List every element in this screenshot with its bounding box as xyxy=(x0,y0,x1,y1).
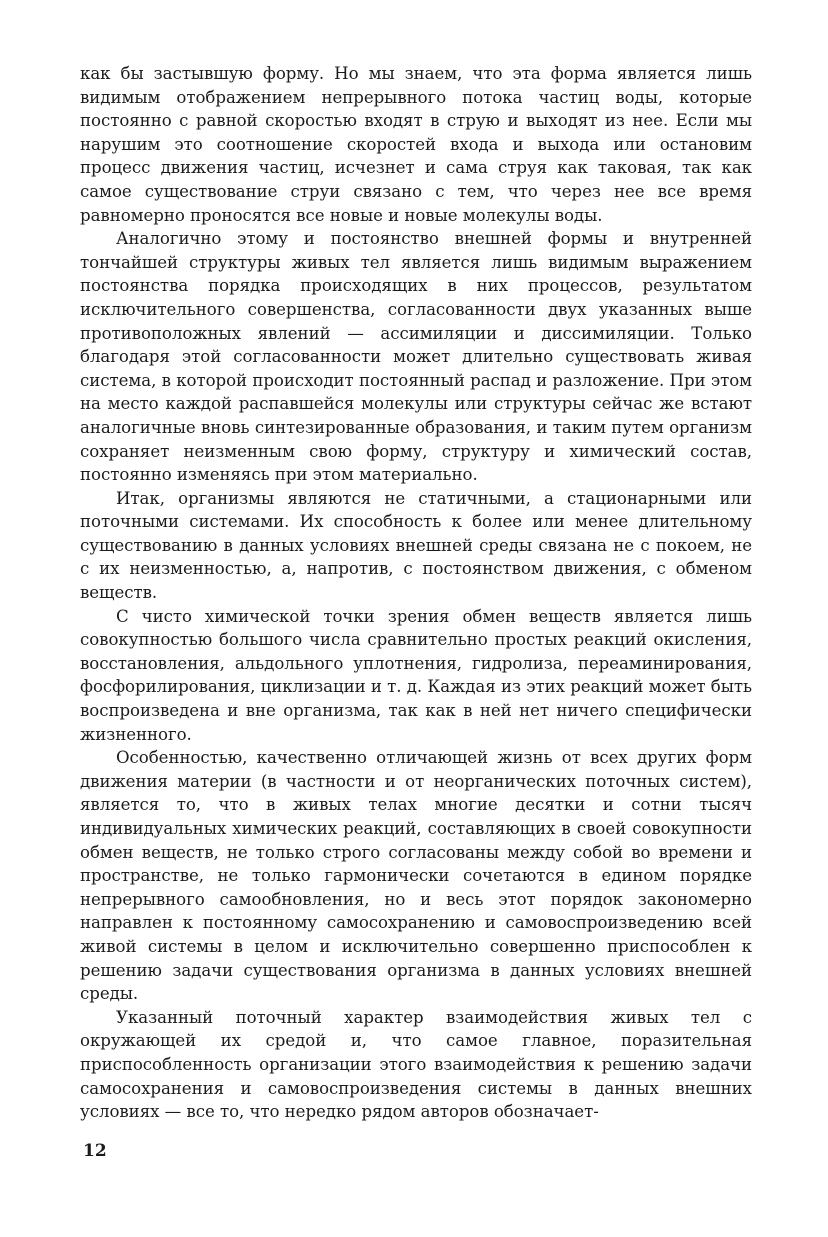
page-number: 12 xyxy=(83,1141,107,1161)
paragraph-2: Аналогично этому и постоянство внешней формы и внутренней тончайшей структуры живых тел является лишь видимым выражением постоянства порядка происходящих в них процессов, результатом исключительного совершенства, согласованности двух указанных выше противоположных явлений — ассимиляции и диссимиляции. Только благодаря этой согласованности может длительно существовать живая система, в которой происходит постоянный распад и разложение. При этом на место каждой распавшейся молекулы или структуры сейчас же встают аналогичные вновь синтезированные образования, и таким путем организм сохраняет неизменным свою форму, структуру и химический состав, постоянно изменяясь при этом материально. xyxy=(80,229,752,485)
paragraph-1: как бы застывшую форму. Но мы знаем, что эта форма является лишь видимым отображением непрерывного потока частиц воды, которые постоянно с равной скоростью входят в струю и выходят из нее. Если мы нарушим это соотношение скоростей входа и выхода или остановим процесс движения частиц, исчезнет и сама струя как таковая, так как самое существование струи связано с тем, что через нее все время равномерно проносятся все новые и новые молекулы воды. xyxy=(80,64,752,225)
paragraph-6: Указанный поточный характер взаимодействия живых тел с окружающей их средой и, что самое главное, поразительная приспособленность организации этого взаимодействия к решению задачи самосохранения и самовоспроизведения системы в данных внешних условиях — все то, что нередко рядом авторов обозначает- xyxy=(80,1007,752,1122)
paragraph-4: С чисто химической точки зрения обмен веществ является лишь совокупностью большого числа сравнительно простых реакций окисления, восстановления, альдольного уплотнения, гидролиза, переаминирования, фосфорилирования, циклизации и т. д. Каждая из этих реакций может быть воспроизведена и вне организма, так как в ней нет ничего специфически жизненного. xyxy=(80,606,752,744)
paragraph-5: Особенностью, качественно отличающей жизнь от всех других форм движения материи (в частности и от неорганических поточных систем), является то, что в живых телах многие десятки и сотни тысяч индивидуальных химических реакций, составляющих в своей совокупности обмен веществ, не только строго согласованы между собой во времени и пространстве, не только гармонически сочетаются в едином порядке непрерывного самообновления, но и весь этот порядок закономерно направлен к постоянному самосохранению и самовоспроизведению всей живой системы в целом и исключительно совершенно приспособлен к решению задачи существования организма в данных условиях внешней среды. xyxy=(80,748,752,1004)
paragraph-3: Итак, организмы являются не статичными, а стационарными или поточными системами. Их способность к более или менее длительному существованию в данных условиях внешней среды связана не с покоем, не с их неизменностью, а, напротив, с постоянством движения, с обменом веществ. xyxy=(80,488,752,603)
page-body xyxy=(80,62,752,1124)
